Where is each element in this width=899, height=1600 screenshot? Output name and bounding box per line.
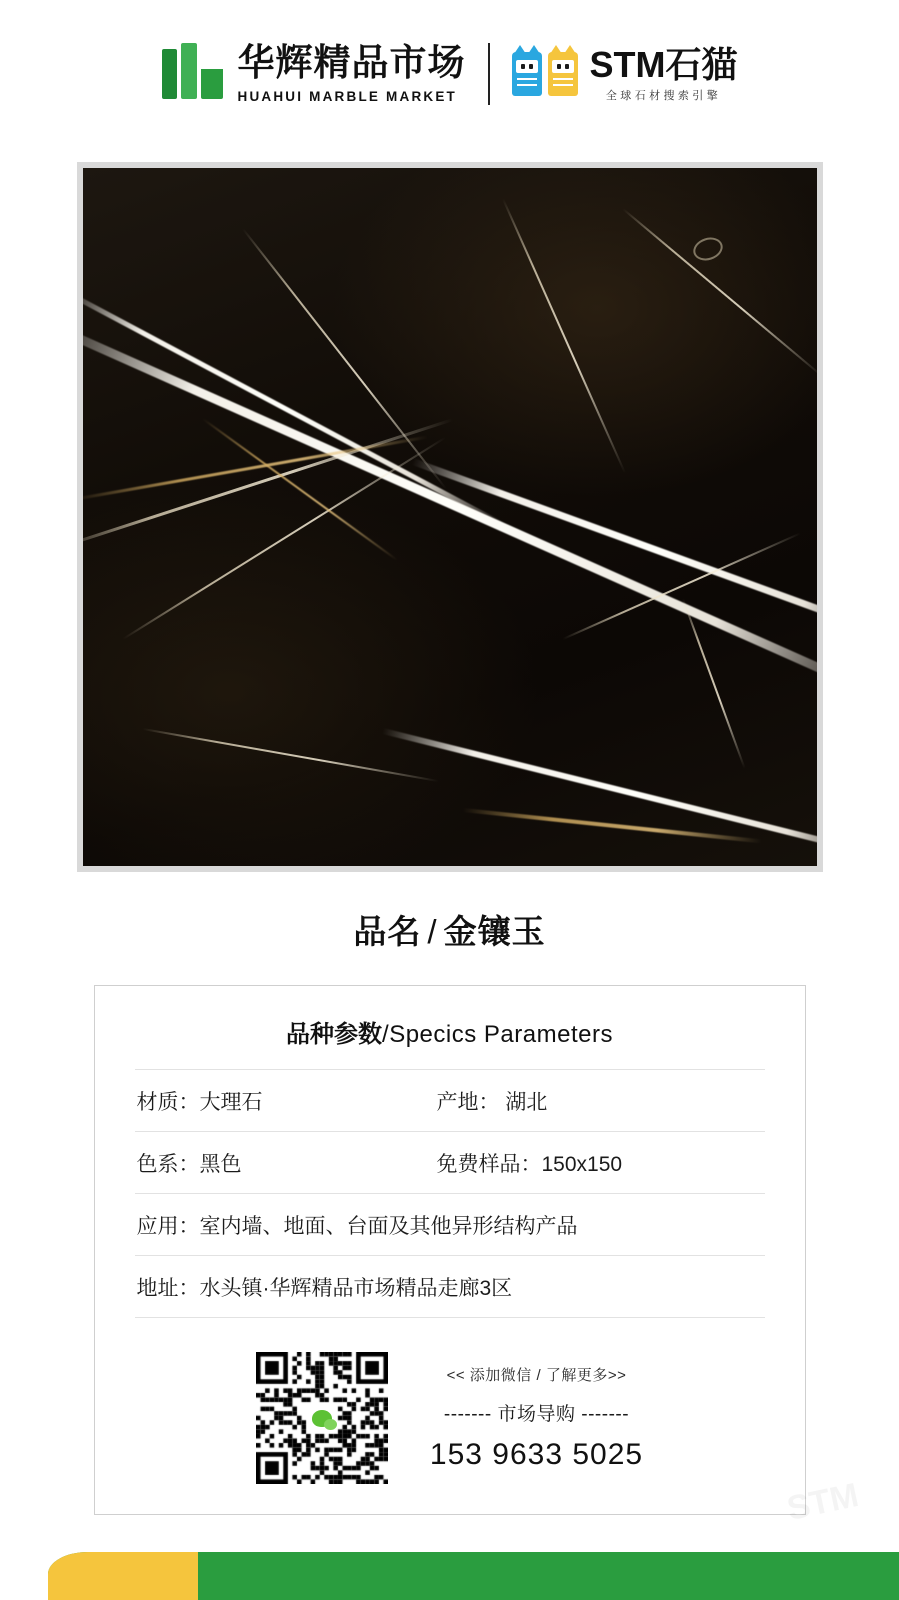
huahui-brand-en: HUAHUI MARBLE MARKET (237, 89, 457, 105)
wechat-qr-code-icon[interactable] (256, 1352, 388, 1484)
product-title (0, 906, 899, 953)
huahui-brand (162, 43, 466, 105)
spec-card-title-sep: / (382, 1021, 390, 1048)
spec-address: 地址：水头镇·华辉精品市场精品走廊3区 (136, 1277, 513, 1300)
page-header (0, 0, 899, 148)
table-row (135, 1193, 765, 1255)
stm-brand-tagline: 全球石材搜索引擎 (605, 89, 722, 102)
spec-origin: 产地： 湖北 (436, 1091, 548, 1114)
spec-application: 应用：室内墙、地面、台面及其他异形结构产品 (136, 1215, 578, 1238)
spec-card-title (95, 1014, 805, 1049)
contact-guide-text: ------- 市场导购 ------- (443, 1404, 630, 1425)
stone-cat-icon (512, 52, 578, 96)
spec-card-title-en: Specics Parameters (389, 1021, 613, 1048)
spec-material: 材质：大理石 (136, 1091, 263, 1114)
spec-free-sample: 免费样品：150x150 (436, 1153, 623, 1176)
brand-divider (488, 43, 490, 105)
spec-color: 色系：黑色 (136, 1153, 242, 1176)
spec-card (94, 985, 806, 1515)
huahui-blocks-logo-icon (162, 43, 224, 105)
table-row (135, 1255, 765, 1318)
contact-block (95, 1352, 805, 1484)
contact-add-wechat-text: << 添加微信 / 了解更多>> (446, 1367, 627, 1384)
page-footer (0, 1534, 899, 1600)
spec-rows (95, 1069, 805, 1318)
table-row (135, 1069, 765, 1131)
table-row (135, 1131, 765, 1193)
stm-brand-name: STM石猫 (589, 43, 738, 85)
product-image (77, 162, 823, 872)
huahui-brand-cn: 华辉精品市场 (237, 42, 466, 84)
stm-brand (512, 43, 738, 102)
product-title-value: 金镶玉 (443, 913, 546, 950)
contact-phone-number[interactable]: 153 9633 5025 (429, 1438, 644, 1471)
product-title-label: 品名 (353, 913, 422, 950)
footer-yellow-band (48, 1552, 198, 1600)
spec-card-title-cn: 品种参数 (286, 1021, 383, 1048)
wechat-logo-icon (307, 1403, 337, 1433)
product-title-separator: / (427, 913, 438, 950)
